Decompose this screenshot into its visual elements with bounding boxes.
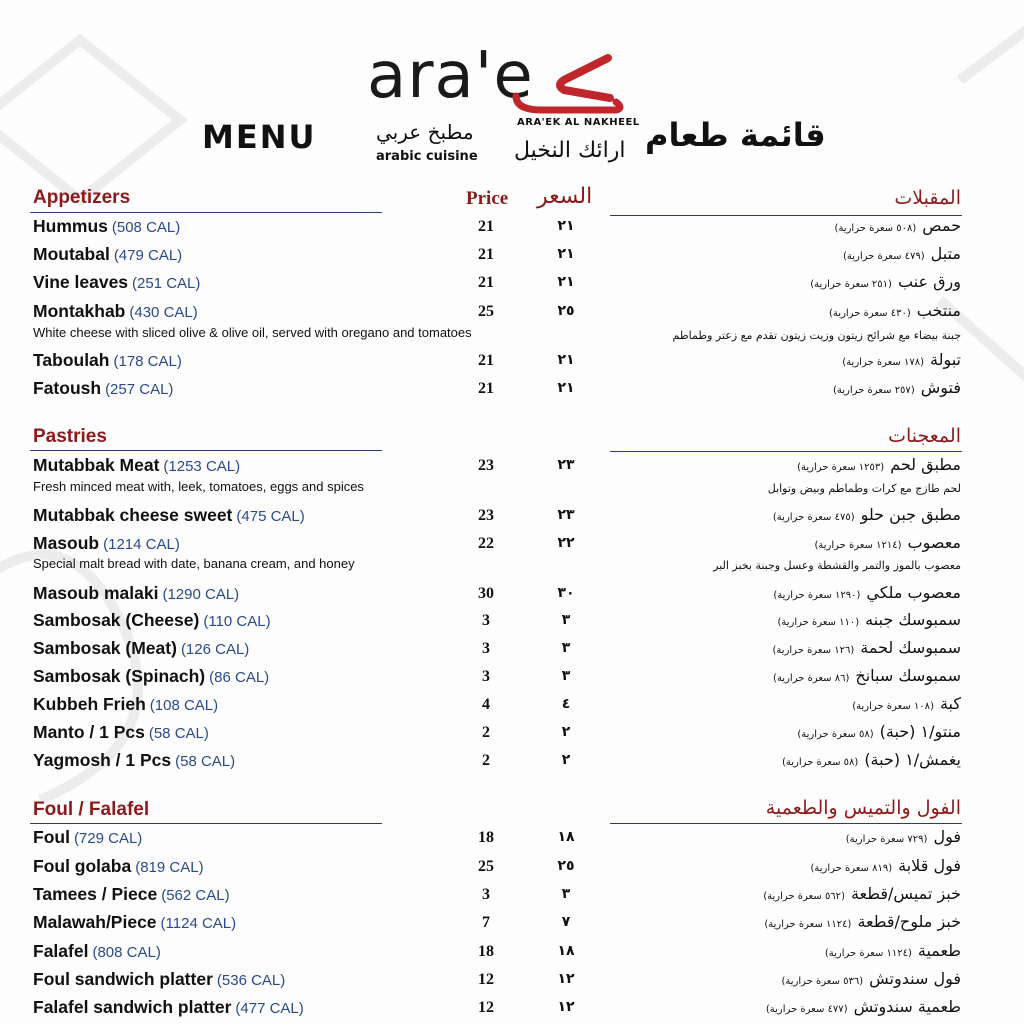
item-price-arabic: ٣ — [561, 668, 571, 684]
item-price: 21 — [478, 380, 494, 397]
item-price: 21 — [478, 246, 494, 263]
section-title-pastries: Pastries — [33, 426, 107, 447]
item-price: 30 — [478, 585, 494, 602]
menu-item — [0, 350, 1024, 378]
item-calories: (562 CAL) — [161, 887, 230, 904]
item-price: 2 — [482, 752, 490, 769]
item-name-arabic: منتخب(٤٣٠ سعرة حرارية) — [829, 301, 961, 320]
item-calories: (58 CAL) — [148, 725, 209, 742]
item-price-arabic: ٢١ — [557, 246, 575, 262]
menu-item — [0, 750, 1024, 778]
cuisine-label: arabic cuisine — [376, 149, 478, 164]
menu-item — [0, 638, 1024, 666]
item-calories-arabic: (١١٠ سعرة حرارية) — [777, 617, 860, 628]
menu-item — [0, 694, 1024, 722]
item-name: Yagmosh / 1 Pcs (58 CAL) — [33, 750, 236, 770]
item-name: Sambosak (Meat) (126 CAL) — [33, 638, 250, 658]
item-price-arabic: ٢٥ — [557, 858, 575, 874]
item-name-arabic: مطبق لحم(١٢٥٣ سعرة حرارية) — [797, 455, 961, 474]
item-name: Kubbeh Frieh (108 CAL) — [33, 694, 219, 714]
item-calories: (126 CAL) — [180, 641, 250, 658]
item-price: 21 — [478, 274, 494, 291]
item-name: Foul sandwich platter (536 CAL) — [33, 969, 286, 989]
item-calories-arabic: (٥٠٨ سعرة حرارية) — [834, 223, 917, 234]
item-name: Falafel sandwich platter (477 CAL) — [33, 997, 304, 1017]
item-calories: (86 CAL) — [209, 669, 270, 686]
item-name: Manto / 1 Pcs (58 CAL) — [33, 722, 209, 742]
item-name: Masoub malaki (1290 CAL) — [33, 583, 240, 603]
item-name: Masoub (1214 CAL) — [33, 533, 180, 553]
section-title-foul-falafel-arabic: الفول والتميس والطعمية — [765, 797, 961, 819]
menu-item — [0, 583, 1024, 611]
brand-name-arabic: ارائك النخيل — [514, 138, 626, 163]
menu-item — [0, 969, 1024, 997]
item-name-arabic: حمص(٥٠٨ سعرة حرارية) — [834, 216, 961, 235]
item-price-arabic: ١٢ — [557, 971, 575, 987]
item-description-arabic: جبنة بيضاء مع شرائح زيتون وزيت زيتون تقدم مع زعتر وطماطم — [672, 329, 961, 342]
item-price: 25 — [478, 303, 494, 320]
menu-item — [0, 666, 1024, 694]
item-calories-arabic: (٥٣٦ سعرة حرارية) — [781, 976, 864, 987]
menu-item — [0, 216, 1024, 244]
item-calories: (108 CAL) — [149, 697, 219, 714]
item-price: 21 — [478, 352, 494, 369]
item-name: Moutabal (479 CAL) — [33, 244, 183, 264]
item-name-arabic: معصوب(١٢١٤ سعرة حرارية) — [814, 533, 961, 552]
item-name: Foul (729 CAL) — [33, 827, 143, 847]
item-price-arabic: ٣ — [561, 886, 571, 902]
item-calories-arabic: (١٢٥٣ سعرة حرارية) — [797, 462, 885, 473]
section-rule — [30, 212, 382, 213]
menu-item — [0, 912, 1024, 940]
item-price-arabic: ٢٣ — [557, 507, 575, 523]
item-name-arabic: فتوش(٢٥٧ سعرة حرارية) — [833, 378, 961, 397]
item-price-arabic: ٢ — [561, 724, 571, 740]
item-name: Mutabbak cheese sweet (475 CAL) — [33, 505, 305, 525]
section-rule — [30, 823, 382, 824]
item-calories: (808 CAL) — [92, 944, 161, 961]
item-name-arabic: كبة(١٠٨ سعرة حرارية) — [852, 694, 961, 713]
item-price-arabic: ٢١ — [557, 274, 575, 290]
item-name-arabic: فول(٧٢٩ سعرة حرارية) — [845, 827, 961, 846]
item-calories-arabic: (٥٦٢ سعرة حرارية) — [763, 891, 845, 902]
item-name-arabic: طعمية سندوتش(٤٧٧ سعرة حرارية) — [765, 997, 961, 1016]
item-description-arabic: لحم طازج مع كرات وطماطم وبيض وتوابل — [767, 482, 961, 495]
cuisine-label-arabic: مطبخ عربي — [376, 120, 474, 144]
logo-kaf-icon — [512, 52, 624, 114]
menu-item — [0, 997, 1024, 1025]
item-calories: (508 CAL) — [111, 219, 181, 236]
menu-item — [0, 244, 1024, 272]
item-price-arabic: ١٢ — [557, 999, 575, 1015]
item-price-arabic: ٣ — [561, 640, 571, 656]
logo-wordmark: ara'e — [367, 39, 534, 113]
item-calories: (1290 CAL) — [162, 586, 240, 603]
item-calories: (178 CAL) — [113, 353, 182, 370]
item-price: 12 — [478, 971, 494, 988]
item-price: 12 — [478, 999, 494, 1016]
item-calories: (477 CAL) — [235, 1000, 304, 1017]
item-name-arabic: سمبوسك سبانخ(٨٦ سعرة حرارية) — [773, 666, 961, 685]
item-price-arabic: ٢٣ — [557, 457, 575, 473]
item-description: Special malt bread with date, banana cream, and honey — [33, 556, 355, 571]
item-name: Fatoush (257 CAL) — [33, 378, 174, 398]
item-name-arabic: مطبق جبن حلو(٤٧٥ سعرة حرارية) — [772, 505, 961, 524]
item-calories-arabic: (٢٥٧ سعرة حرارية) — [833, 385, 915, 396]
item-price: 3 — [482, 612, 490, 629]
item-price-arabic: ٢٥ — [557, 303, 575, 319]
item-name: Tamees / Piece (562 CAL) — [33, 884, 230, 904]
item-calories-arabic: (٨١٩ سعرة حرارية) — [810, 863, 893, 874]
item-calories: (819 CAL) — [135, 859, 204, 876]
item-calories: (257 CAL) — [105, 381, 174, 398]
section-title-appetizers-arabic: المقبلات — [894, 187, 961, 209]
item-name-arabic: فول قلابة(٨١٩ سعرة حرارية) — [810, 856, 961, 875]
item-price: 18 — [478, 943, 494, 960]
item-calories: (1253 CAL) — [163, 458, 241, 475]
item-price-arabic: ٢٢ — [557, 535, 575, 551]
item-calories: (1124 CAL) — [160, 915, 237, 932]
item-name: Malawah/Piece (1124 CAL) — [33, 912, 237, 932]
item-description-arabic: معصوب بالموز والتمر والقشطة وعسل وجبنة بخبز البر — [713, 559, 961, 572]
item-price: 3 — [482, 668, 490, 685]
item-name-arabic: تبولة(١٧٨ سعرة حرارية) — [842, 350, 961, 369]
item-calories-arabic: (٤٣٠ سعرة حرارية) — [829, 308, 911, 319]
menu-title-arabic: قائمة طعام — [645, 116, 826, 154]
item-price: 18 — [478, 829, 494, 846]
item-name-arabic: طعمية(١١٢٤ سعرة حرارية) — [824, 941, 961, 960]
price-column-header-arabic: السعر — [537, 184, 593, 209]
item-price-arabic: ٢ — [561, 752, 571, 768]
menu-item — [0, 722, 1024, 750]
item-price: 23 — [478, 507, 494, 524]
item-price: 2 — [482, 724, 490, 741]
item-calories-arabic: (٧٢٩ سعرة حرارية) — [845, 834, 928, 845]
item-name: Sambosak (Cheese) (110 CAL) — [33, 610, 271, 630]
item-description: White cheese with sliced olive & olive oil, served with oregano and tomatoes — [33, 325, 472, 340]
item-name-arabic: يغمش/١ (حبة)(٥٨ سعرة حرارية) — [781, 750, 961, 769]
item-price: 23 — [478, 457, 494, 474]
item-calories: (430 CAL) — [129, 304, 198, 321]
item-name-arabic: متبل(٤٧٩ سعرة حرارية) — [842, 244, 961, 263]
item-price: 22 — [478, 535, 494, 552]
item-price-arabic: ٧ — [561, 914, 571, 930]
item-calories-arabic: (١٠٨ سعرة حرارية) — [852, 701, 934, 712]
item-price: 7 — [482, 914, 490, 931]
item-calories-arabic: (١١٢٤ سعرة حرارية) — [824, 948, 912, 959]
menu-item — [0, 827, 1024, 855]
section-title-foul-falafel: Foul / Falafel — [33, 799, 150, 820]
menu-item — [0, 610, 1024, 638]
item-name: Vine leaves (251 CAL) — [33, 272, 201, 292]
item-calories-arabic: (١١٢٤ سعرة حرارية) — [764, 919, 852, 930]
item-name-arabic: ورق عنب(٢٥١ سعرة حرارية) — [810, 272, 961, 291]
item-name: Montakhab (430 CAL) — [33, 301, 198, 321]
item-price-arabic: ٣٠ — [557, 585, 575, 601]
item-calories-arabic: (٢٥١ سعرة حرارية) — [810, 279, 892, 290]
section-rule — [610, 823, 962, 824]
price-column-header: Price — [466, 188, 509, 209]
item-calories-arabic: (٤٧٧ سعرة حرارية) — [765, 1004, 848, 1015]
menu-item — [0, 378, 1024, 406]
menu-title: MENU — [202, 118, 317, 156]
item-name-arabic: خبز ملوح/قطعة(١١٢٤ سعرة حرارية) — [764, 912, 961, 931]
item-name: Taboulah (178 CAL) — [33, 350, 182, 370]
item-name-arabic: سمبوسك جبنه(١١٠ سعرة حرارية) — [777, 610, 961, 629]
item-calories-arabic: (٥٨ سعرة حرارية) — [781, 757, 859, 768]
item-calories: (58 CAL) — [175, 753, 236, 770]
item-price: 3 — [482, 640, 490, 657]
item-price: 3 — [482, 886, 490, 903]
item-calories: (251 CAL) — [132, 275, 201, 292]
item-price-arabic: ٢١ — [557, 380, 575, 396]
item-name: Mutabbak Meat (1253 CAL) — [33, 455, 241, 475]
section-rule — [610, 451, 962, 452]
item-calories-arabic: (٤٧٥ سعرة حرارية) — [772, 512, 855, 523]
item-price-arabic: ٢١ — [557, 352, 575, 368]
item-calories-arabic: (٤٧٩ سعرة حرارية) — [842, 251, 925, 262]
item-name-arabic: فول سندوتش(٥٣٦ سعرة حرارية) — [781, 969, 961, 988]
brand-name-latin: ARA'EK AL NAKHEEL — [517, 117, 640, 128]
item-name-arabic: معصوب ملكي(١٢٩٠ سعرة حرارية) — [773, 583, 961, 602]
item-calories: (110 CAL) — [203, 613, 271, 630]
item-calories-arabic: (٥٨ سعرة حرارية) — [797, 729, 874, 740]
item-price: 25 — [478, 858, 494, 875]
item-name: Hummus (508 CAL) — [33, 216, 181, 236]
section-title-pastries-arabic: المعجنات — [888, 425, 961, 447]
item-price-arabic: ٢١ — [557, 218, 575, 234]
menu-item — [0, 941, 1024, 969]
item-name: Sambosak (Spinach) (86 CAL) — [33, 666, 270, 686]
item-price-arabic: ١٨ — [557, 943, 575, 959]
item-name-arabic: خبز تميس/قطعة(٥٦٢ سعرة حرارية) — [763, 884, 961, 903]
item-calories: (479 CAL) — [113, 247, 183, 264]
item-price: 21 — [478, 218, 494, 235]
menu-item — [0, 856, 1024, 884]
item-calories: (475 CAL) — [236, 508, 305, 525]
item-name-arabic: سمبوسك لحمة(١٢٦ سعرة حرارية) — [772, 638, 961, 657]
item-name: Falafel (808 CAL) — [33, 941, 161, 961]
item-calories-arabic: (١٢٩٠ سعرة حرارية) — [773, 590, 861, 601]
item-name: Foul golaba (819 CAL) — [33, 856, 204, 876]
item-price: 4 — [482, 696, 490, 713]
item-calories-arabic: (٨٦ سعرة حرارية) — [773, 673, 850, 684]
item-description: Fresh minced meat with, leek, tomatoes, eggs and spices — [33, 479, 364, 494]
item-calories-arabic: (١٢١٤ سعرة حرارية) — [814, 540, 902, 551]
menu-item — [0, 884, 1024, 912]
item-name-arabic: منتو/١ (حبة)(٥٨ سعرة حرارية) — [797, 722, 961, 741]
item-price-arabic: ٤ — [561, 696, 571, 712]
menu-item — [0, 272, 1024, 300]
item-price-arabic: ١٨ — [557, 829, 575, 845]
item-calories: (536 CAL) — [216, 972, 286, 989]
item-calories: (729 CAL) — [73, 830, 143, 847]
section-rule — [30, 450, 382, 451]
menu-item — [0, 505, 1024, 533]
item-calories-arabic: (١٧٨ سعرة حرارية) — [842, 357, 924, 368]
section-title-appetizers: Appetizers — [33, 187, 131, 208]
item-price-arabic: ٣ — [561, 612, 571, 628]
item-calories-arabic: (١٢٦ سعرة حرارية) — [772, 645, 855, 656]
item-calories: (1214 CAL) — [103, 536, 180, 553]
